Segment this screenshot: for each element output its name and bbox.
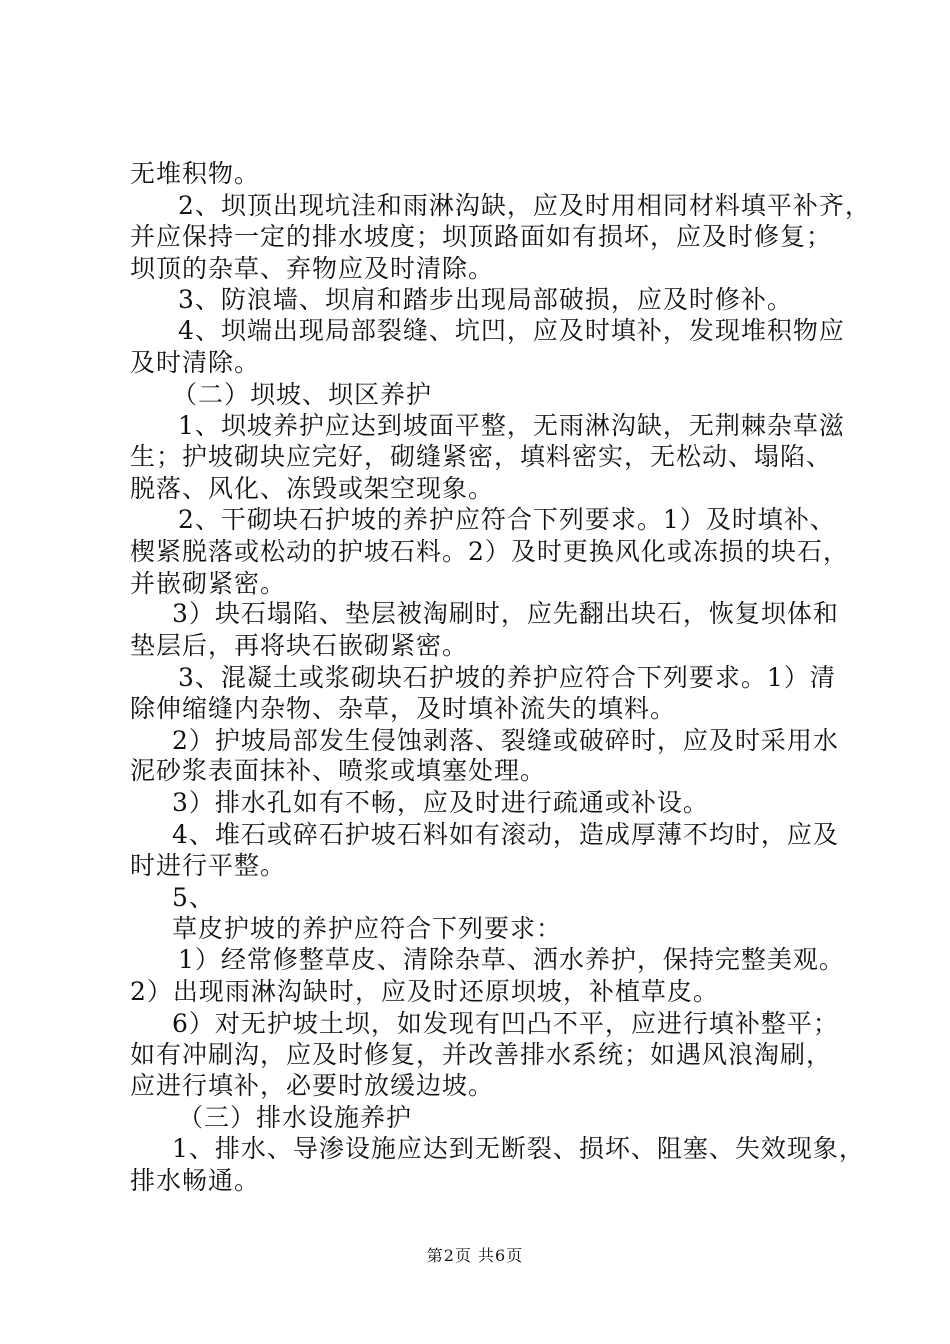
text-line: 及时清除。 <box>130 348 261 377</box>
text-line: 2、坝顶出现坑洼和雨淋沟缺，应及时用相同材料填平补齐， <box>178 191 871 220</box>
text-line: 并嵌砌紧密。 <box>130 569 287 598</box>
text-line: 坝顶的杂草、弃物应及时清除。 <box>130 254 495 283</box>
text-line: 3）排水孔如有不畅，应及时进行疏通或补设。 <box>172 788 709 817</box>
text-line: 2、干砌块石护坡的养护应符合下列要求。1）及时填补、 <box>178 505 836 534</box>
text-line: 无堆积物。 <box>130 159 261 188</box>
text-line: 垫层后，再将块石嵌砌紧密。 <box>130 631 469 660</box>
text-line: 1、坝坡养护应达到坡面平整，无雨淋沟缺，无荆棘杂草滋 <box>178 411 845 440</box>
text-line: 4、堆石或碎石护坡石料如有滚动，造成厚薄不均时，应及 <box>172 820 839 849</box>
text-line: 脱落、风化、冻毁或架空现象。 <box>130 474 495 503</box>
text-line: 1）经常修整草皮、清除杂草、洒水养护，保持完整美观。 <box>178 945 845 974</box>
text-line: 5、 <box>172 883 215 912</box>
text-line: 3、防浪墙、坝肩和踏步出现局部破损，应及时修补。 <box>178 285 793 314</box>
text-line: 如有冲刷沟，应及时修复，并改善排水系统；如遇风浪淘刷， <box>130 1040 833 1069</box>
text-line: 泥砂浆表面抹补、喷浆或填塞处理。 <box>130 756 547 785</box>
page-footer: 第2页 共6页 <box>426 1246 524 1265</box>
text-line: 生；护坡砌块应完好，砌缝紧密，填料密实，无松动、塌陷、 <box>130 442 833 471</box>
text-line: 应进行填补，必要时放缓边坡。 <box>130 1071 495 1100</box>
text-line: 时进行平整。 <box>130 851 287 880</box>
text-line: 草皮护坡的养护应符合下列要求： <box>172 914 563 943</box>
text-line: 6）对无护坡土坝，如发现有凹凸不平，应进行填补整平； <box>172 1009 839 1038</box>
text-line: 2）出现雨淋沟缺时，应及时还原坝坡，补植草皮。 <box>130 977 719 1006</box>
text-line: 3）块石塌陷、垫层被淘刷时，应先翻出块石，恢复坝体和 <box>172 599 839 628</box>
section-heading: （三）排水设施养护 <box>178 1103 413 1132</box>
section-heading: （二）坝坡、坝区养护 <box>172 380 433 409</box>
text-line: 1、排水、导渗设施应达到无断裂、损坏、阻塞、失效现象， <box>172 1134 865 1163</box>
text-line: 2）护坡局部发生侵蚀剥落、裂缝或破碎时，应及时采用水 <box>172 726 839 755</box>
text-line: 3、混凝土或浆砌块石护坡的养护应符合下列要求。1）清 <box>178 663 836 692</box>
text-line: 楔紧脱落或松动的护坡石料。2）及时更换风化或冻损的块石， <box>130 537 849 566</box>
text-line: 4、坝端出现局部裂缝、坑凹，应及时填补，发现堆积物应 <box>178 316 845 345</box>
text-line: 并应保持一定的排水坡度；坝顶路面如有损坏，应及时修复； <box>130 222 833 251</box>
text-line: 除伸缩缝内杂物、杂草，及时填补流失的填料。 <box>130 694 677 723</box>
text-line: 排水畅通。 <box>130 1166 261 1195</box>
